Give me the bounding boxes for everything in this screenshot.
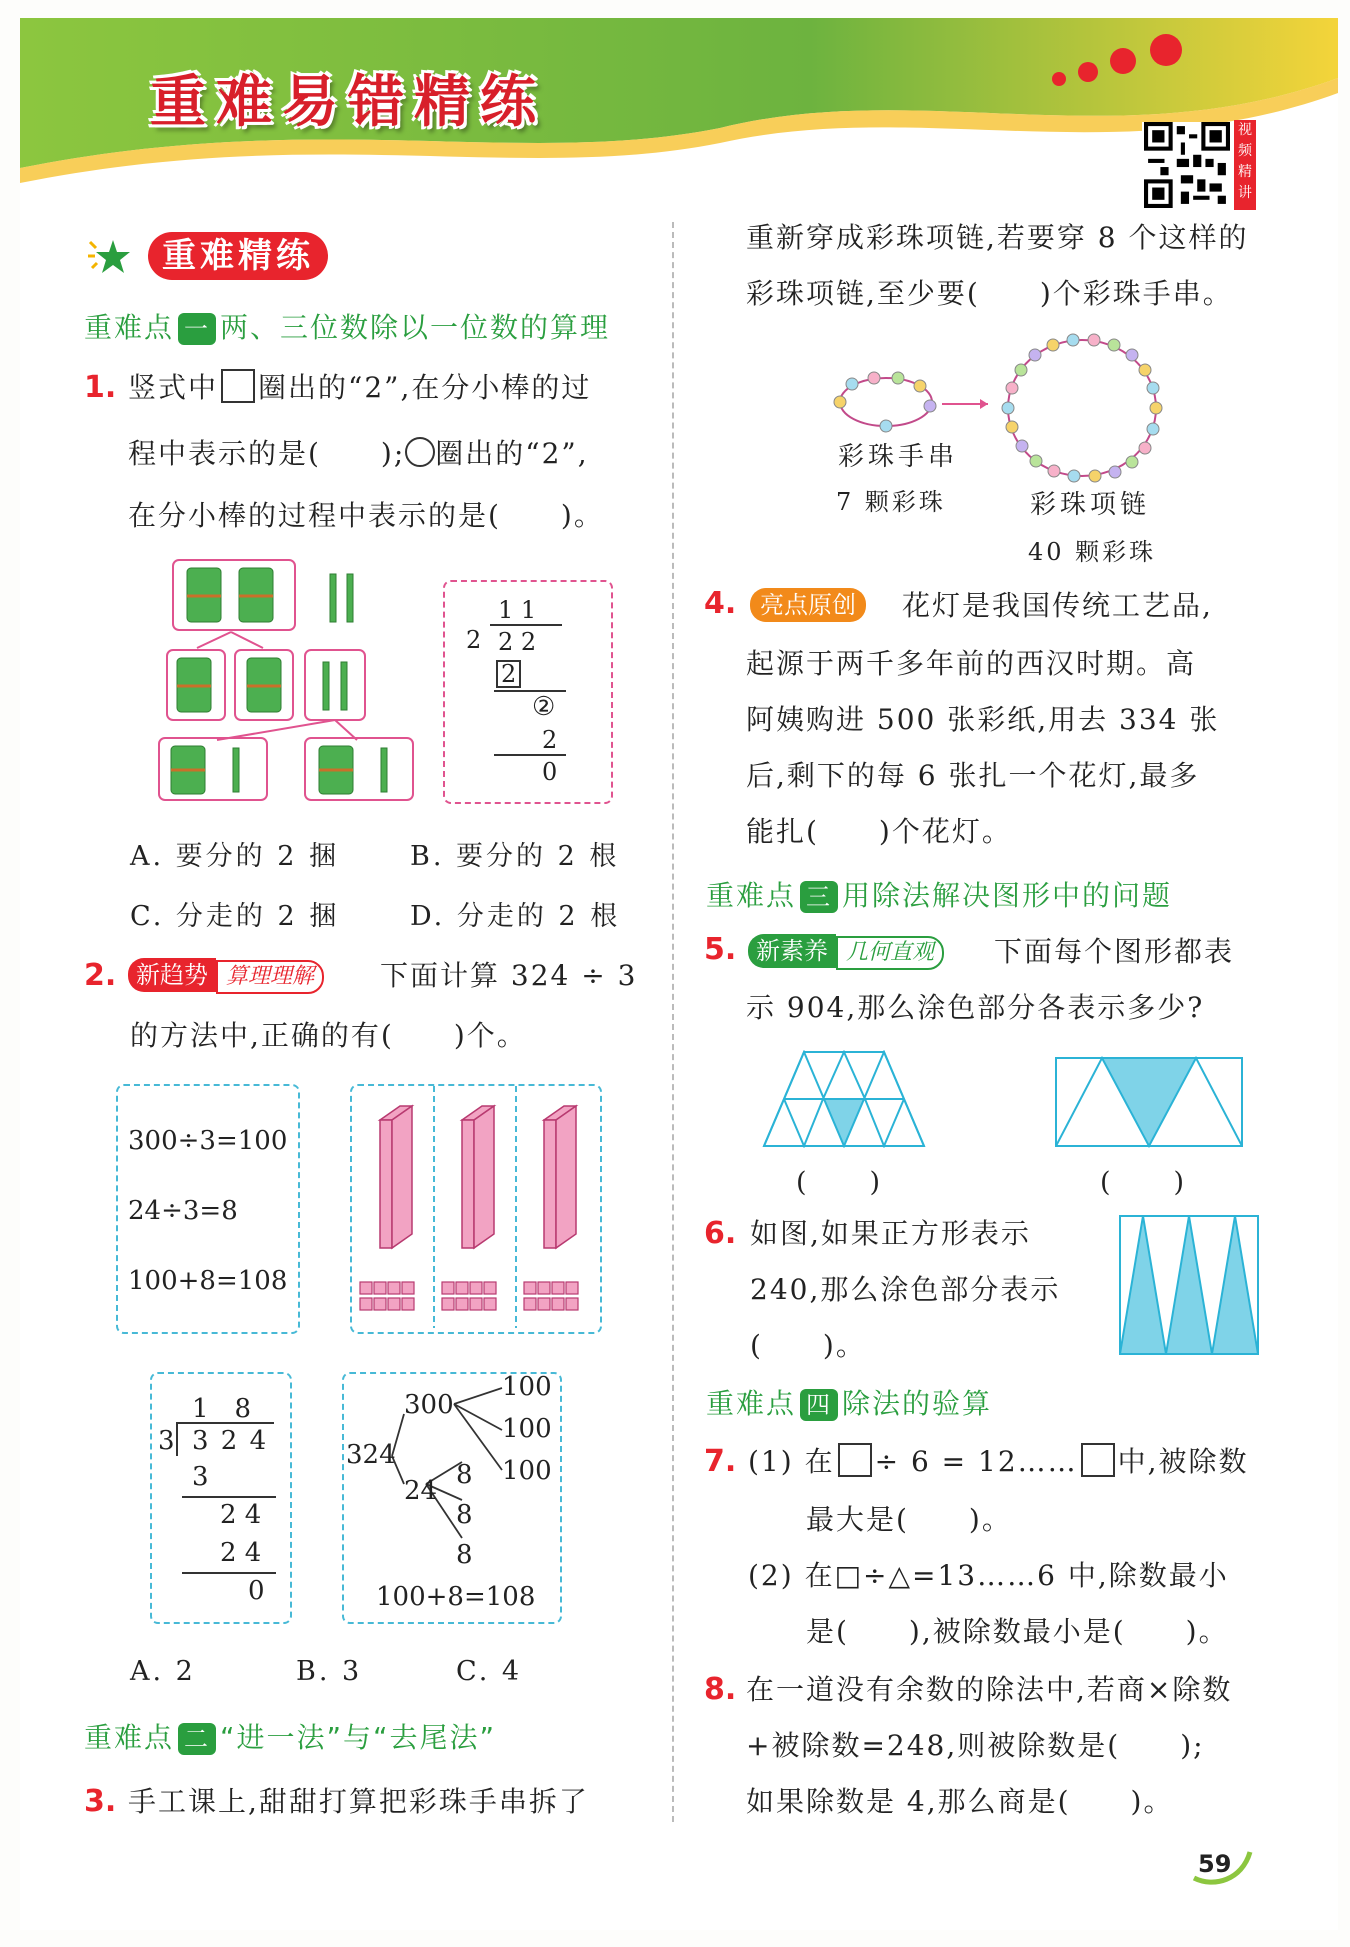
q7-text: (1) 在	[748, 1445, 835, 1478]
key-point-4	[706, 1382, 992, 1422]
division-bar	[178, 1422, 274, 1424]
star-leaf-icon	[84, 232, 142, 280]
header-title: 重难易错精练	[150, 70, 546, 135]
q4-line-5: 能扎( )个花灯。	[746, 815, 1012, 848]
key-point-3	[706, 874, 1172, 914]
q1-line-3: 在分小棒的过程中表示的是( )。	[128, 499, 604, 532]
decor-dot	[1110, 48, 1136, 74]
original-tag: 亮点原创	[750, 588, 866, 622]
q8-line-3: 如果除数是 4,那么商是( )。	[746, 1785, 1174, 1818]
q7-text: ÷ 6 = 12……	[874, 1445, 1078, 1478]
step-digit: 2 4	[220, 1500, 262, 1530]
option-d[interactable]: D. 分走的 2 根	[410, 901, 621, 932]
dividend: 3 2 4	[192, 1426, 269, 1456]
q7-text: 中,被除数	[1117, 1445, 1249, 1478]
question-number: 2.	[84, 958, 117, 993]
key-point-label: 重难点	[84, 1721, 175, 1754]
key-point-text: 用除法解决图形中的问题	[842, 879, 1173, 912]
option-c[interactable]: C. 分走的 2 捆	[130, 901, 340, 932]
circle-symbol	[405, 437, 435, 467]
topic-tag: 算理理解	[216, 960, 324, 994]
subtraction-line	[182, 1496, 276, 1498]
subtraction-line	[182, 1572, 276, 1574]
tree-leaf: 100	[502, 1372, 552, 1402]
q5-line-1: 下面每个图形都表	[994, 935, 1235, 968]
answer-box[interactable]	[1081, 1443, 1115, 1477]
step-digit: 3	[192, 1462, 209, 1492]
bracelet-icon	[834, 372, 936, 432]
decor-dot	[1052, 72, 1066, 86]
circled-digit: ②	[532, 692, 556, 722]
q4-line-4: 后,剩下的每 6 张扎一个花灯,最多	[746, 759, 1200, 792]
trend-tag: 新趋势	[128, 958, 216, 992]
question-number: 3.	[84, 1784, 117, 1819]
tree-sum: 100+8=108	[376, 1582, 536, 1612]
key-point-label: 重难点	[84, 311, 175, 344]
option-b[interactable]: B. 要分的 2 根	[410, 841, 620, 872]
q6-line-3: ( )。	[750, 1329, 866, 1362]
q3-line-1: 手工课上,甜甜打算把彩珠手串拆了	[128, 1785, 589, 1818]
section-title: 重难精练	[148, 232, 328, 280]
stick-bundles-diagram	[155, 556, 425, 806]
key-point-2	[84, 1716, 496, 1756]
tree-root: 324	[346, 1440, 396, 1470]
qr-code[interactable]	[1142, 122, 1232, 208]
q5-line-2: 示 904,那么涂色部分各表示多少?	[746, 991, 1205, 1024]
q1-text: 程中表示的是( );	[128, 437, 406, 470]
square-symbol	[221, 369, 255, 403]
remainder: 0	[542, 758, 558, 786]
q3-line-2: 重新穿成彩珠项链,若要穿 8 个这样的	[746, 221, 1249, 254]
question-number: 4.	[704, 586, 737, 621]
q1-line-2	[128, 424, 589, 484]
q7-part-1-cont: 最大是( )。	[806, 1503, 1012, 1536]
question-number: 8.	[704, 1672, 737, 1707]
triangle-figure	[762, 1050, 927, 1148]
q4-tag	[750, 588, 866, 622]
decor-dot	[1150, 34, 1182, 66]
decor-dot	[1078, 62, 1098, 82]
question-number: 5.	[704, 932, 737, 967]
q7-part-2: (2) 在□÷△=13……6 中,除数最小	[748, 1559, 1229, 1592]
key-point-text: “进一法”与“去尾法”	[220, 1721, 497, 1754]
q6-line-1: 如图,如果正方形表示	[750, 1217, 1031, 1250]
q2-tags	[128, 958, 324, 994]
remainder: 0	[248, 1576, 265, 1606]
quotient: 1 8	[192, 1394, 252, 1424]
q3-line-3: 彩珠项链,至少要( )个彩珠手串。	[746, 277, 1233, 310]
necklace-count: 40 颗彩珠	[1028, 538, 1157, 566]
method-line: 300÷3=100	[128, 1126, 288, 1156]
key-point-1	[84, 306, 610, 346]
column-divider	[672, 222, 674, 1822]
q5-tags	[748, 934, 944, 970]
q1-line-1	[128, 358, 591, 418]
q2-line-1: 下面计算 324 ÷ 3	[380, 959, 638, 992]
step-digit: 2	[542, 726, 558, 754]
q8-line-2: +被除数=248,则被除数是( );	[746, 1729, 1205, 1762]
boxed-digit: 2	[496, 660, 521, 688]
answer-box[interactable]	[838, 1443, 872, 1477]
q8-line-1: 在一道没有余数的除法中,若商×除数	[746, 1673, 1233, 1706]
topic-tag: 几何直观	[836, 936, 944, 970]
q1-text: 圈出的“2”,在分小棒的过	[258, 371, 592, 404]
tree-leaf: 8	[456, 1540, 473, 1570]
necklace-label: 彩珠项链	[1030, 490, 1151, 520]
key-point-label: 重难点	[706, 879, 797, 912]
method-line: 100+8=108	[128, 1266, 288, 1296]
divisor: 2	[466, 626, 482, 654]
q4-line-1: 花灯是我国传统工艺品,	[902, 589, 1213, 622]
subtraction-line	[494, 754, 566, 756]
answer-blank[interactable]: ( )	[1100, 1167, 1188, 1198]
page-number: 59	[1198, 1850, 1232, 1878]
question-number: 7.	[704, 1444, 737, 1479]
tree-node: 24	[404, 1476, 438, 1506]
literacy-tag: 新素养	[748, 934, 836, 968]
tree-leaf: 100	[502, 1414, 552, 1444]
q4-line-3: 阿姨购进 500 张彩纸,用去 334 张	[746, 703, 1220, 736]
hundred-blocks-diagram	[352, 1086, 596, 1328]
q1-text: 圈出的“2”,	[435, 437, 589, 470]
question-number: 6.	[704, 1216, 737, 1251]
option-a[interactable]: A. 要分的 2 捆	[130, 841, 340, 872]
option-b[interactable]: B. 3	[296, 1656, 363, 1687]
answer-blank[interactable]: ( )	[796, 1167, 884, 1198]
option-c[interactable]: C. 4	[456, 1656, 523, 1687]
q4-line-2: 起源于两千多年前的西汉时期。高	[746, 647, 1197, 680]
step-digit: 2 4	[220, 1538, 262, 1568]
key-point-number: 二	[178, 1723, 216, 1755]
bracelet-count: 7 颗彩珠	[836, 488, 946, 516]
divisor: 3	[158, 1426, 175, 1456]
division-bracket	[176, 1422, 178, 1456]
method-line: 24÷3=8	[128, 1196, 238, 1226]
q6-line-2: 240,那么涂色部分表示	[750, 1273, 1061, 1306]
qr-label: 视频精讲	[1234, 120, 1256, 210]
tree-leaf: 8	[456, 1500, 473, 1530]
tree-leaf: 100	[502, 1456, 552, 1486]
square-figure	[1118, 1214, 1260, 1356]
key-point-number: 一	[178, 313, 216, 345]
dividend: 2 2	[498, 628, 537, 656]
option-a[interactable]: A. 2	[130, 1656, 196, 1687]
q2-line-2: 的方法中,正确的有( )个。	[130, 1019, 527, 1052]
rectangle-figure	[1054, 1056, 1244, 1148]
key-point-number: 三	[800, 881, 838, 913]
key-point-text: 两、三位数除以一位数的算理	[220, 311, 611, 344]
q1-text: 竖式中	[128, 371, 219, 404]
tree-leaf: 8	[456, 1460, 473, 1490]
key-point-text: 除法的验算	[842, 1387, 993, 1420]
key-point-label: 重难点	[706, 1387, 797, 1420]
question-number: 1.	[84, 370, 117, 405]
quotient: 1 1	[498, 596, 537, 624]
tree-node: 300	[404, 1390, 454, 1420]
division-bar	[490, 624, 562, 626]
q7-part-1	[748, 1432, 1249, 1492]
q7-part-2-cont: 是( ),被除数最小是( )。	[806, 1615, 1229, 1648]
bracelet-label: 彩珠手串	[838, 442, 959, 472]
key-point-number: 四	[800, 1389, 838, 1421]
